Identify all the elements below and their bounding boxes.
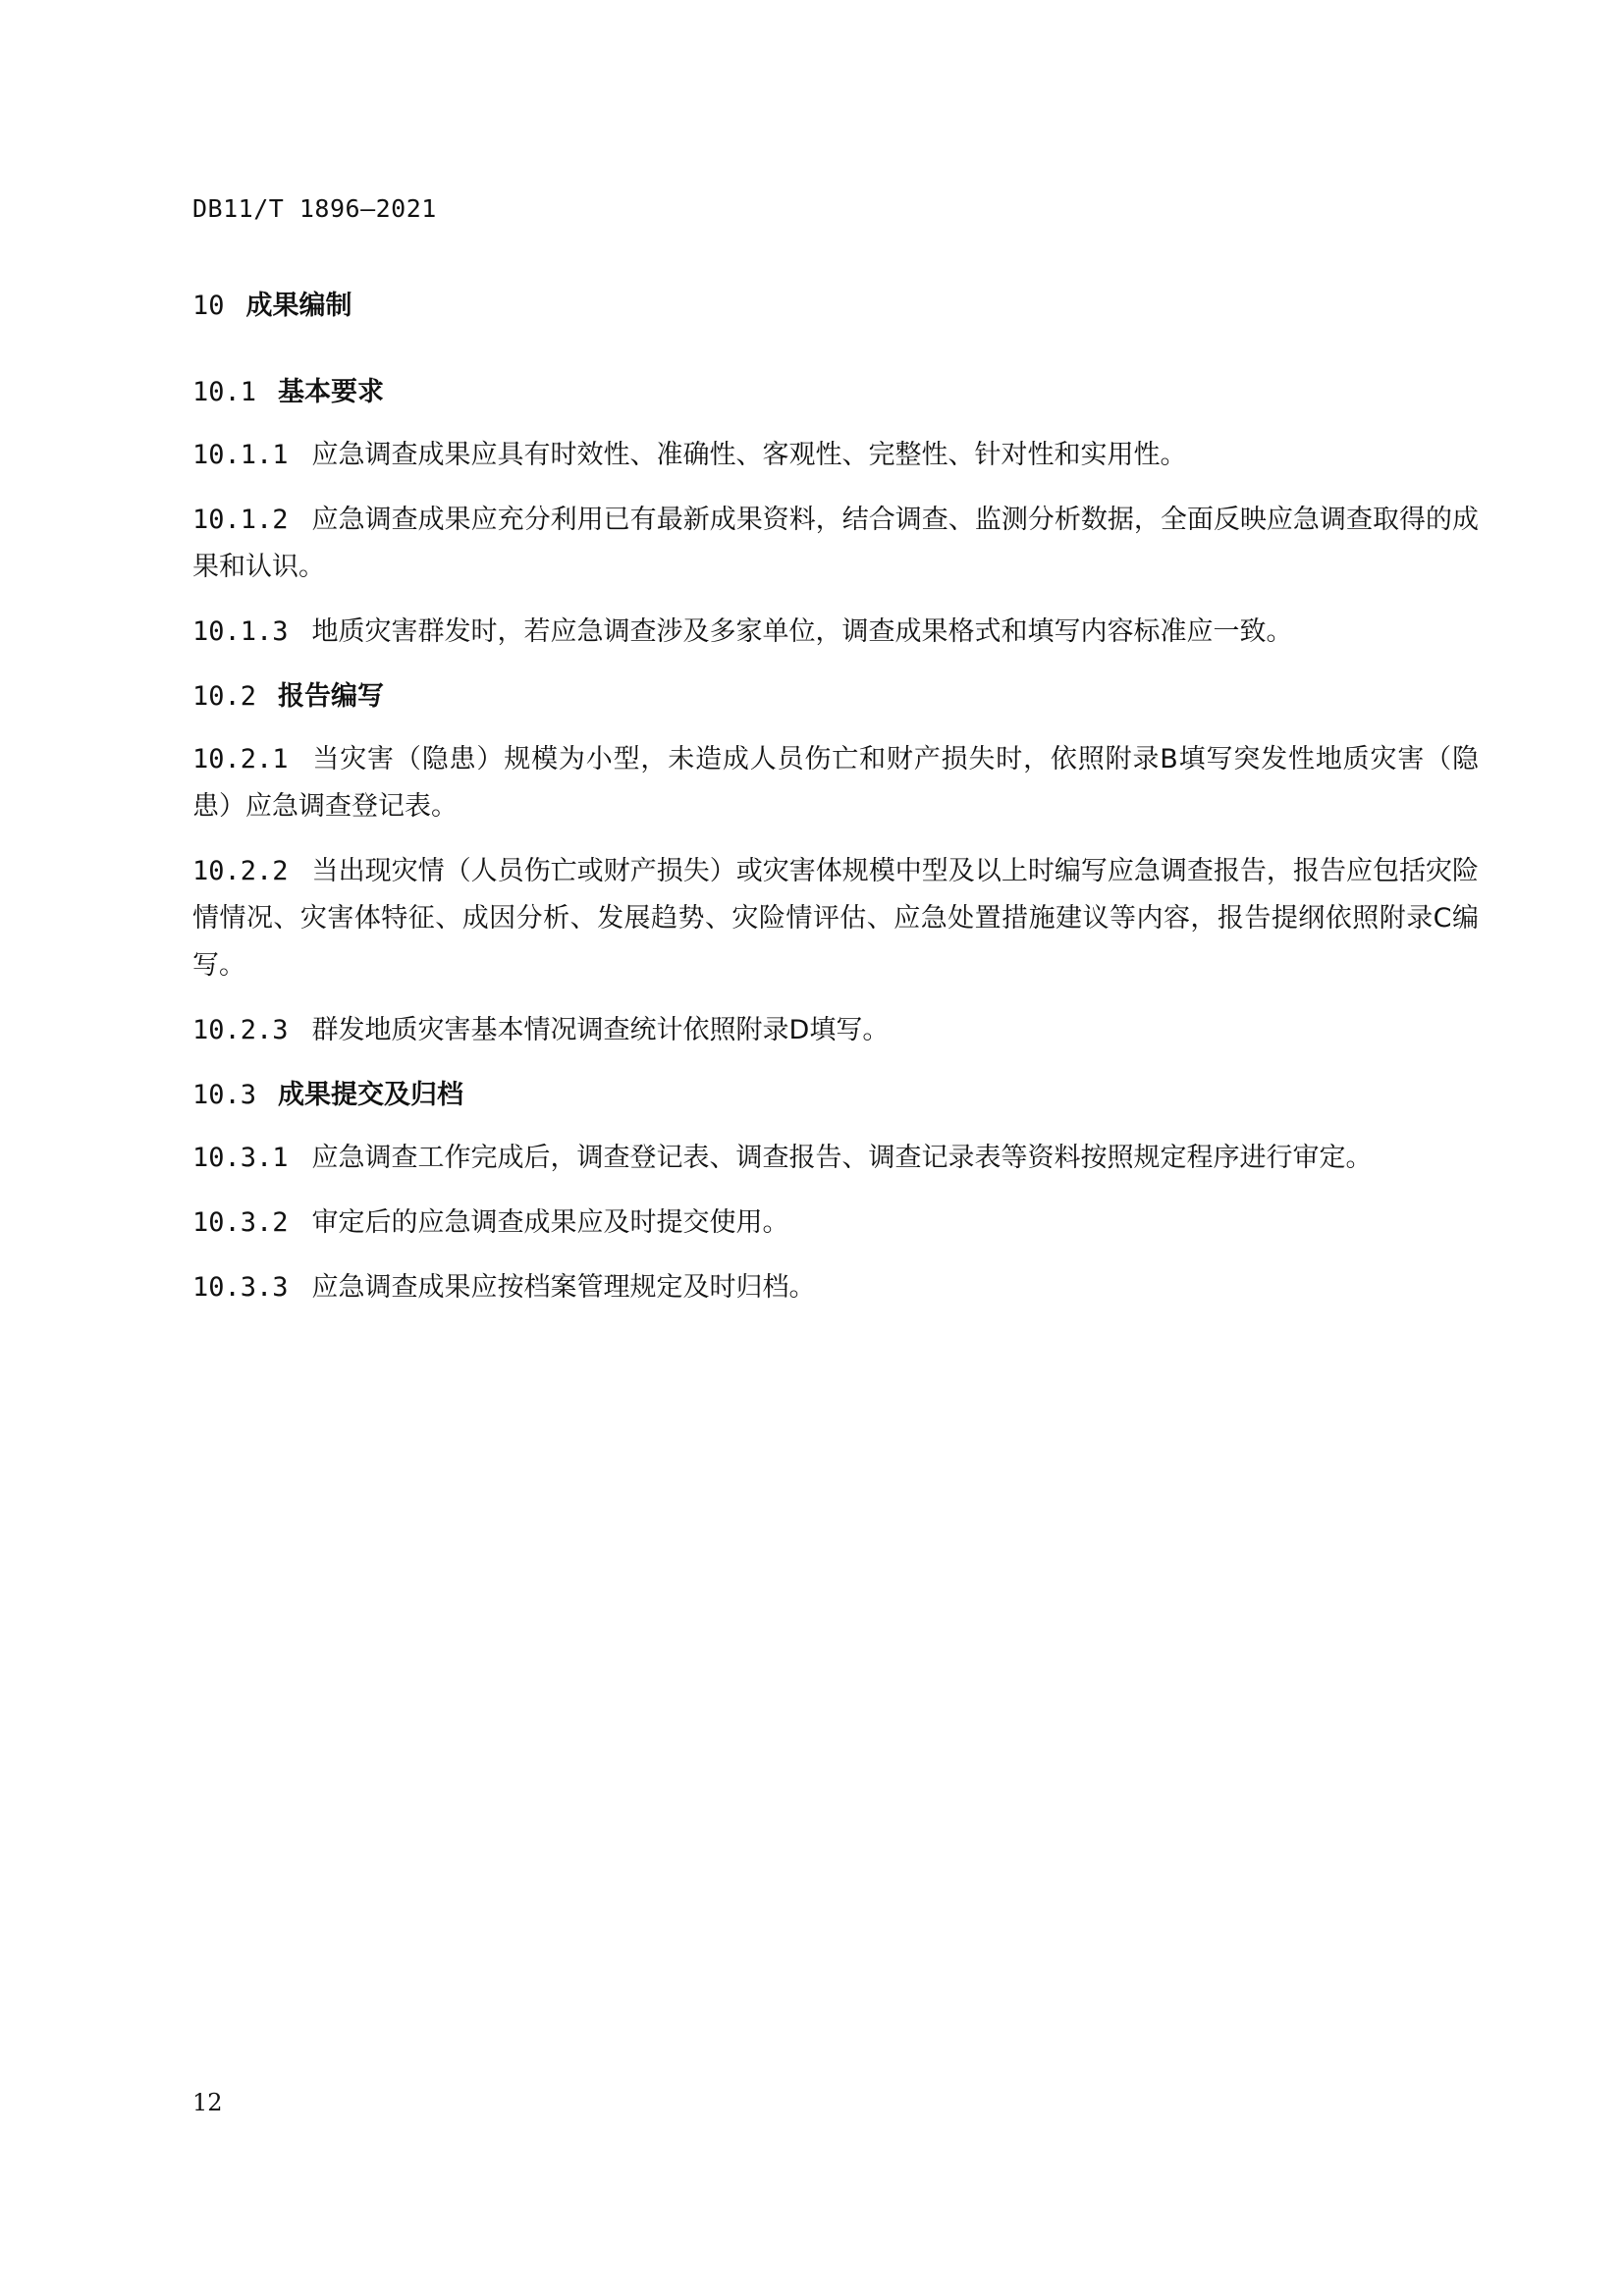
clause-text: 当灾害（隐患）规模为小型，未造成人员伤亡和财产损失时，依照附录B填写突发性地质灾害（隐患）应急调查登记表。 — [192, 744, 1479, 822]
clause-10-3-1 — [192, 1135, 1479, 1182]
section-number: 10 — [192, 291, 225, 321]
clause-10-3-3 — [192, 1264, 1479, 1311]
subsection-number: 10.3 — [192, 1080, 257, 1110]
section-title: 成果编制 — [245, 291, 352, 321]
clause-text: 应急调查成果应按档案管理规定及时归档。 — [311, 1272, 816, 1303]
clause-10-3-2 — [192, 1200, 1479, 1247]
clause-10-2-2 — [192, 848, 1479, 989]
standard-code: DB11/T 1896—2021 — [192, 194, 437, 223]
clause-10-1-3 — [192, 609, 1479, 656]
clause-number: 10.3.3 — [192, 1272, 289, 1303]
clause-10-2-3 — [192, 1007, 1479, 1054]
clause-text: 应急调查工作完成后，调查登记表、调查报告、调查记录表等资料按照规定程序进行审定。 — [311, 1143, 1373, 1173]
clause-number: 10.1.2 — [192, 505, 289, 535]
clause-number: 10.2.1 — [192, 744, 289, 774]
subsection-number: 10.1 — [192, 377, 257, 407]
page-content — [192, 283, 1479, 1329]
clause-number: 10.2.3 — [192, 1015, 289, 1045]
subsection-title: 报告编写 — [278, 681, 385, 712]
clause-number: 10.3.2 — [192, 1207, 289, 1238]
subsection-number: 10.2 — [192, 681, 257, 712]
clause-10-1-1 — [192, 432, 1479, 479]
page-number: 12 — [192, 2089, 223, 2116]
clause-10-2-1 — [192, 736, 1479, 830]
subsection-title: 基本要求 — [278, 377, 385, 407]
clause-text: 当出现灾情（人员伤亡或财产损失）或灾害体规模中型及以上时编写应急调查报告，报告应包括灾险情情况、灾害体特征、成因分析、发展趋势、灾险情评估、应急处置措施建议等内容，报告提纲依照附录C编写。 — [192, 856, 1479, 981]
section-heading — [192, 283, 1479, 330]
subsection-heading-10-2 — [192, 673, 1479, 721]
clause-10-1-2 — [192, 497, 1479, 591]
subsection-title: 成果提交及归档 — [278, 1080, 464, 1110]
subsection-heading-10-3 — [192, 1072, 1479, 1119]
clause-number: 10.1.3 — [192, 616, 289, 647]
clause-text: 应急调查成果应具有时效性、准确性、客观性、完整性、针对性和实用性。 — [311, 440, 1187, 470]
subsection-heading-10-1 — [192, 369, 1479, 416]
clause-text: 群发地质灾害基本情况调查统计依照附录D填写。 — [311, 1015, 890, 1045]
clause-text: 应急调查成果应充分利用已有最新成果资料，结合调查、监测分析数据，全面反映应急调查取得的成果和认识。 — [192, 505, 1479, 582]
clause-number: 10.1.1 — [192, 440, 289, 470]
clause-text: 审定后的应急调查成果应及时提交使用。 — [311, 1207, 789, 1238]
clause-number: 10.3.1 — [192, 1143, 289, 1173]
clause-number: 10.2.2 — [192, 856, 289, 886]
clause-text: 地质灾害群发时，若应急调查涉及多家单位，调查成果格式和填写内容标准应一致。 — [311, 616, 1293, 647]
